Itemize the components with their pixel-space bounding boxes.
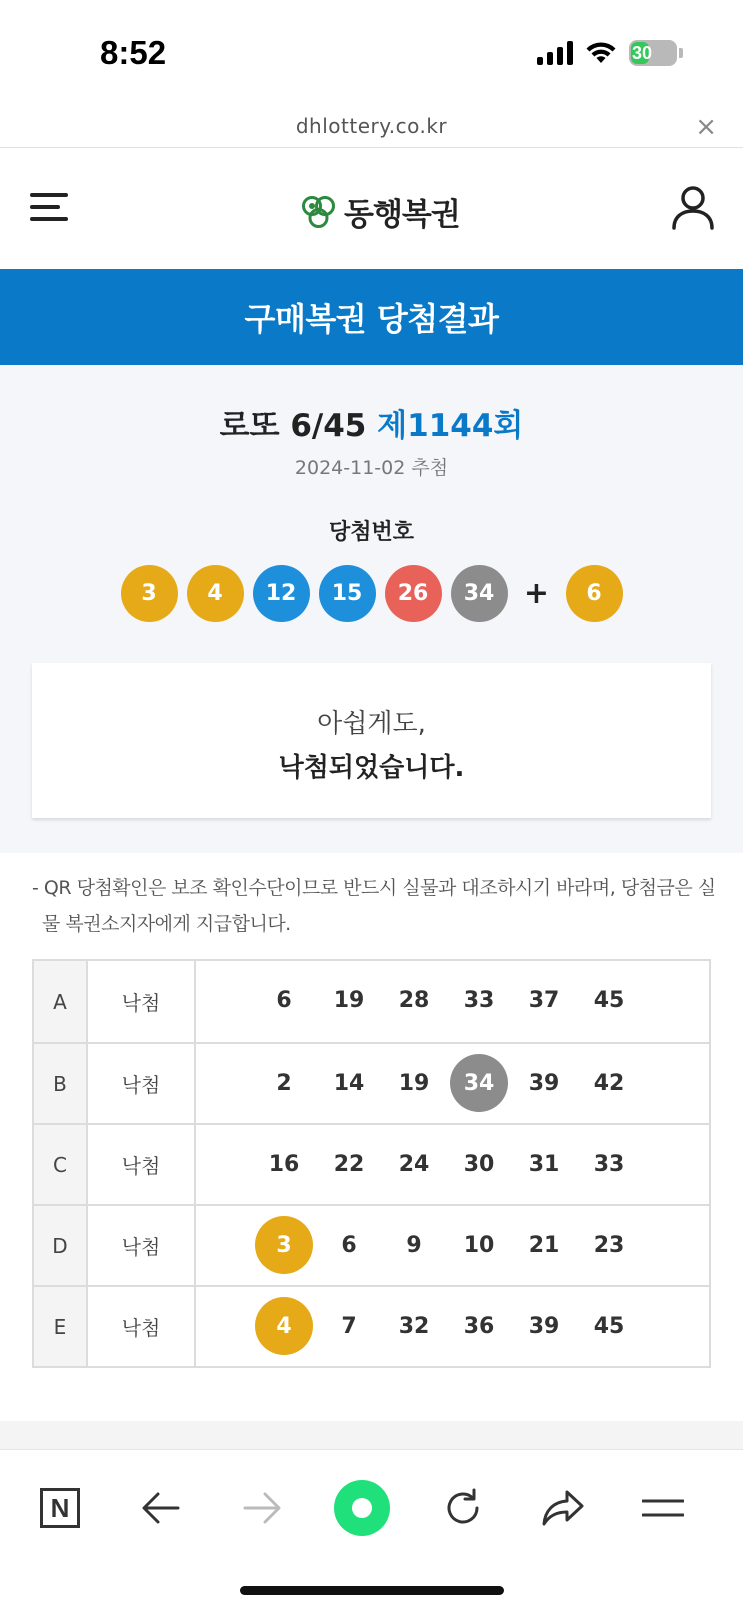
ticket-number: 24	[398, 1151, 430, 1177]
ticket-number: 19	[333, 987, 365, 1013]
ticket-numbers	[196, 961, 709, 1042]
menu-lines-icon	[642, 1496, 684, 1520]
back-button[interactable]	[131, 1478, 191, 1538]
winning-numbers-label: 당첨번호	[328, 520, 414, 545]
ticket-number: 37	[528, 987, 560, 1013]
bonus-number-ball: 6	[566, 565, 623, 622]
page-title-band	[0, 269, 743, 365]
ticket-number: 45	[593, 1313, 625, 1339]
ticket-result: 낙첨	[88, 1287, 196, 1366]
ticket-number: 6	[341, 1232, 357, 1258]
ticket-result: 낙첨	[88, 1044, 196, 1123]
winning-number-ball: 34	[451, 565, 508, 622]
footer-strip	[0, 1421, 743, 1449]
naver-home-button[interactable]	[30, 1478, 90, 1538]
battery-percent: 30	[632, 42, 653, 63]
ticket-number: 39	[528, 1070, 560, 1096]
draw-result-section	[0, 365, 743, 853]
logo-text: 동행복권	[344, 197, 460, 233]
ticket-number: 14	[333, 1070, 365, 1096]
ticket-number: 19	[398, 1070, 430, 1096]
game-name: 로또 6/45	[219, 408, 367, 444]
refresh-button[interactable]	[433, 1478, 493, 1538]
ticket-game-letter: E	[34, 1287, 88, 1366]
ticket-number: 36	[463, 1313, 495, 1339]
draw-date: 2024-11-02 추첨	[294, 457, 449, 479]
ticket-number: 10	[463, 1232, 495, 1258]
ticket-table	[32, 959, 711, 1368]
ticket-number-matched: 4	[255, 1297, 313, 1355]
ticket-result: 낙첨	[88, 961, 196, 1042]
result-message-card	[32, 663, 711, 818]
ticket-result: 낙첨	[88, 1206, 196, 1285]
draw-round: 제1144회	[377, 408, 524, 444]
ticket-row	[34, 1123, 709, 1204]
ticket-numbers	[196, 1125, 709, 1204]
winning-number-ball: 3	[121, 565, 178, 622]
ticket-row	[34, 1285, 709, 1366]
ticket-number: 9	[406, 1232, 422, 1258]
winning-number-ball: 4	[187, 565, 244, 622]
user-icon[interactable]	[671, 184, 715, 230]
naver-n-icon: N	[40, 1488, 80, 1528]
ticket-row	[34, 1042, 709, 1123]
forward-button[interactable]	[232, 1478, 292, 1538]
status-icons	[537, 40, 683, 66]
result-message-line1: 아쉽게도,	[317, 709, 426, 739]
site-header	[0, 149, 743, 269]
ticket-number: 7	[341, 1313, 357, 1339]
battery-icon	[629, 40, 677, 66]
ticket-number: 23	[593, 1232, 625, 1258]
back-arrow-icon	[141, 1491, 181, 1525]
ticket-numbers	[196, 1206, 709, 1285]
ticket-result: 낙첨	[88, 1125, 196, 1204]
ticket-number: 21	[528, 1232, 560, 1258]
qr-notice: - QR 당첨확인은 보조 확인수단이므로 반드시 실물과 대조하시기 바라며, 당첨금은 실물 복권소지자에게 지급합니다.	[32, 877, 716, 935]
ticket-number: 33	[593, 1151, 625, 1177]
draw-title	[0, 400, 743, 445]
ticket-number: 32	[398, 1313, 430, 1339]
ticket-number: 16	[268, 1151, 300, 1177]
bonus-plus-sign: +	[523, 576, 550, 611]
refresh-icon	[443, 1488, 483, 1528]
ticket-number: 22	[333, 1151, 365, 1177]
url-text[interactable]: dhlottery.co.kr	[295, 114, 448, 138]
ticket-number: 28	[398, 987, 430, 1013]
menu-button[interactable]	[633, 1478, 693, 1538]
ticket-number-matched: 34	[450, 1054, 508, 1112]
battery-cap	[679, 48, 683, 58]
share-button[interactable]	[533, 1478, 593, 1538]
ticket-game-letter: D	[34, 1206, 88, 1285]
ticket-game-letter: A	[34, 961, 88, 1042]
ticket-number: 39	[528, 1313, 560, 1339]
ticket-number: 30	[463, 1151, 495, 1177]
ticket-number: 2	[276, 1070, 292, 1096]
green-dot-button[interactable]	[332, 1478, 392, 1538]
ticket-numbers	[196, 1044, 709, 1123]
result-message-line2: 낙첨되었습니다.	[278, 753, 465, 783]
forward-arrow-icon	[242, 1491, 282, 1525]
ticket-game-letter: B	[34, 1044, 88, 1123]
status-bar	[0, 0, 743, 108]
clover-logo-icon	[300, 193, 338, 231]
page-title: 구매복권 당첨결과	[244, 300, 499, 338]
wifi-icon	[585, 41, 617, 65]
ticket-number: 31	[528, 1151, 560, 1177]
ticket-number: 33	[463, 987, 495, 1013]
close-icon[interactable]: ×	[695, 112, 717, 142]
url-bar[interactable]	[0, 108, 743, 148]
winning-number-ball: 15	[319, 565, 376, 622]
status-time: 8:52	[100, 34, 167, 71]
site-logo[interactable]	[300, 189, 460, 234]
hamburger-menu-icon[interactable]	[30, 191, 70, 223]
ticket-game-letter: C	[34, 1125, 88, 1204]
winning-numbers	[0, 565, 743, 622]
ticket-numbers	[196, 1287, 709, 1366]
share-arrow-icon	[541, 1489, 585, 1527]
ticket-number: 45	[593, 987, 625, 1013]
ticket-row	[34, 1204, 709, 1285]
ticket-number: 42	[593, 1070, 625, 1096]
ticket-number: 6	[276, 987, 292, 1013]
ticket-number-matched: 3	[255, 1216, 313, 1274]
winning-number-ball: 12	[253, 565, 310, 622]
ticket-row	[34, 961, 709, 1042]
home-indicator	[240, 1586, 504, 1595]
green-dot-icon	[334, 1480, 390, 1536]
cellular-signal-icon	[537, 41, 573, 65]
winning-number-ball: 26	[385, 565, 442, 622]
